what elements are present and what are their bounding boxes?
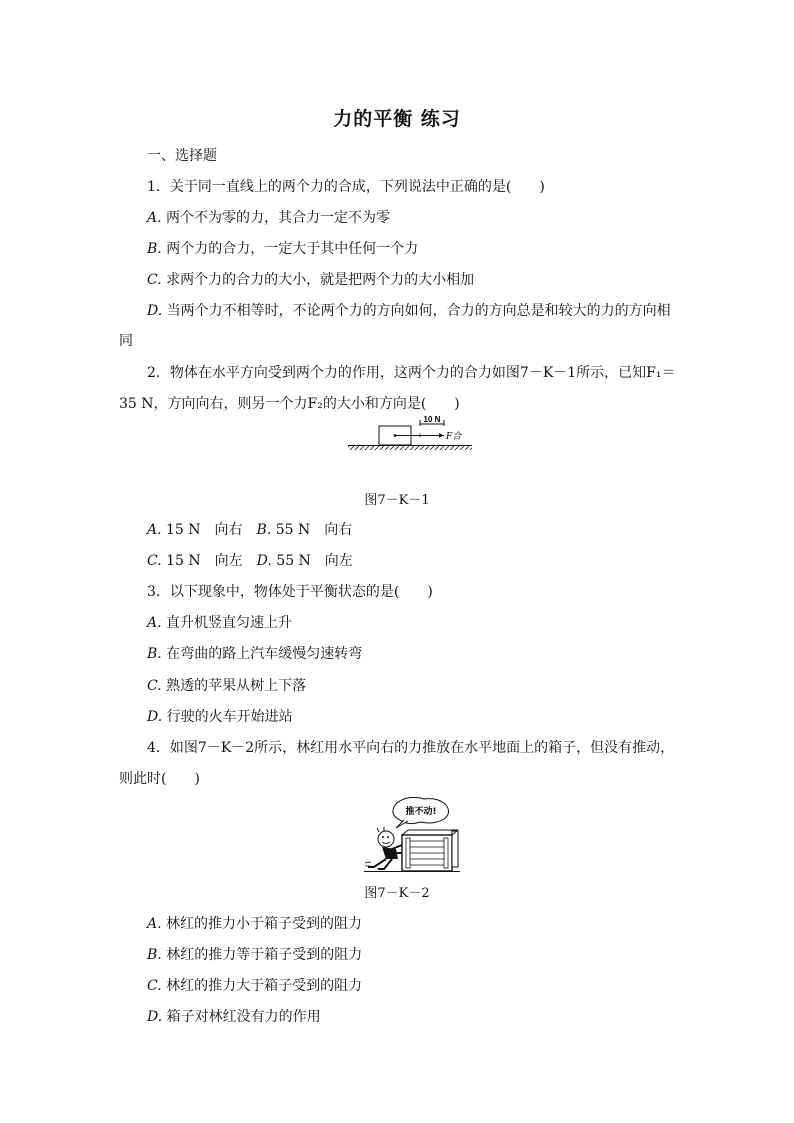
option-text: 15 N 向左 [166, 553, 243, 569]
option-letter: D. [147, 303, 163, 319]
option-letter: B. [147, 646, 162, 662]
option-text: 求两个力的合力的大小，就是把两个力的大小相加 [166, 272, 475, 288]
q3-option-d [147, 707, 293, 727]
option-text: 熟透的苹果从树上下落 [166, 678, 307, 694]
q3-option-a [147, 613, 292, 633]
wooden-crate [402, 830, 458, 871]
page-title: 力的平衡 练习 [333, 108, 461, 130]
q4-option-d [147, 1007, 321, 1027]
figure-7-k-2 [362, 795, 462, 877]
option-text: 两个力的合力，一定大于其中任何一个力 [166, 241, 419, 257]
option-letter: A. [147, 916, 162, 932]
q1-option-d [147, 301, 671, 321]
option-text: 箱子对林红没有力的作用 [166, 1009, 321, 1025]
q2-options-row1 [147, 520, 352, 540]
option-text: 行驶的火车开始进站 [166, 709, 293, 725]
option-letter: D. [256, 553, 272, 569]
q2-options-row2 [147, 551, 353, 571]
option-text: 两个不为零的力，其合力一定不为零 [166, 210, 391, 226]
bubble-text: 推不动! [405, 807, 437, 817]
option-text: 林红的推力等于箱子受到的阻力 [166, 947, 363, 963]
option-letter: C. [147, 553, 162, 569]
scale-label: 10 N [423, 416, 441, 424]
ground-hatching [348, 446, 472, 450]
q4-option-b [147, 945, 362, 965]
section-heading: 一、选择题 [147, 148, 217, 164]
q3-option-c [147, 676, 306, 696]
figure-7-k-1 [344, 416, 474, 450]
figure-7-k-1-caption: 图7－K－1 [364, 493, 430, 508]
option-letter: A. [147, 522, 162, 538]
option-letter: B. [147, 241, 162, 257]
q1-option-a [147, 208, 390, 228]
option-text: 55 N 向左 [276, 553, 353, 569]
option-text: 直升机竖直匀速上升 [166, 615, 293, 631]
q4-option-c [147, 976, 362, 996]
option-letter: C. [147, 978, 162, 994]
option-letter: B. [256, 522, 272, 538]
scale-bar [420, 416, 444, 426]
option-text: 15 N 向右 [166, 522, 243, 538]
q1-stem: 1．关于同一直线上的两个力的合成，下列说法中正确的是( ) [147, 179, 545, 195]
q4-stem-line2: 则此时( ) [119, 771, 200, 787]
option-letter: C. [147, 272, 162, 288]
option-text: 在弯曲的路上汽车缓慢匀速转弯 [166, 646, 363, 662]
q1-option-b [147, 239, 418, 259]
option-letter: D. [147, 1009, 163, 1025]
option-text: 林红的推力大于箱子受到的阻力 [166, 978, 363, 994]
option-letter: B. [147, 947, 162, 963]
q3-option-b [147, 644, 362, 664]
person-pushing [365, 827, 402, 869]
figure-7-k-2-caption: 图7－K－2 [364, 886, 430, 901]
q4-stem-line1: 4．如图7－K－2所示，林红用水平向右的力推放在水平地面上的箱子，但没有推动， [147, 740, 675, 756]
option-letter: C. [147, 678, 162, 694]
option-text: 当两个力不相等时，不论两个力的方向如何，合力的方向总是和较大的力的方向相 [166, 303, 671, 319]
q2-stem-line2: 35 N，方向向右，则另一个力F₂的大小和方向是( ) [119, 396, 460, 412]
q1-option-c [147, 270, 474, 290]
option-text: 55 N 向右 [275, 522, 353, 538]
q2-stem-line1: 2．物体在水平方向受到两个力的作用，这两个力的合力如图7－K－1所示，已知F₁＝ [147, 365, 676, 381]
q3-stem: 3．以下现象中，物体处于平衡状态的是( ) [147, 584, 433, 600]
q4-option-a [147, 914, 362, 934]
q1-option-d-continued: 同 [119, 333, 133, 349]
speech-bubble [393, 797, 449, 828]
force-label: F合 [446, 432, 462, 442]
option-letter: D. [147, 709, 163, 725]
option-letter: A. [147, 210, 162, 226]
option-letter: A. [147, 615, 162, 631]
option-text: 林红的推力小于箱子受到的阻力 [166, 916, 363, 932]
